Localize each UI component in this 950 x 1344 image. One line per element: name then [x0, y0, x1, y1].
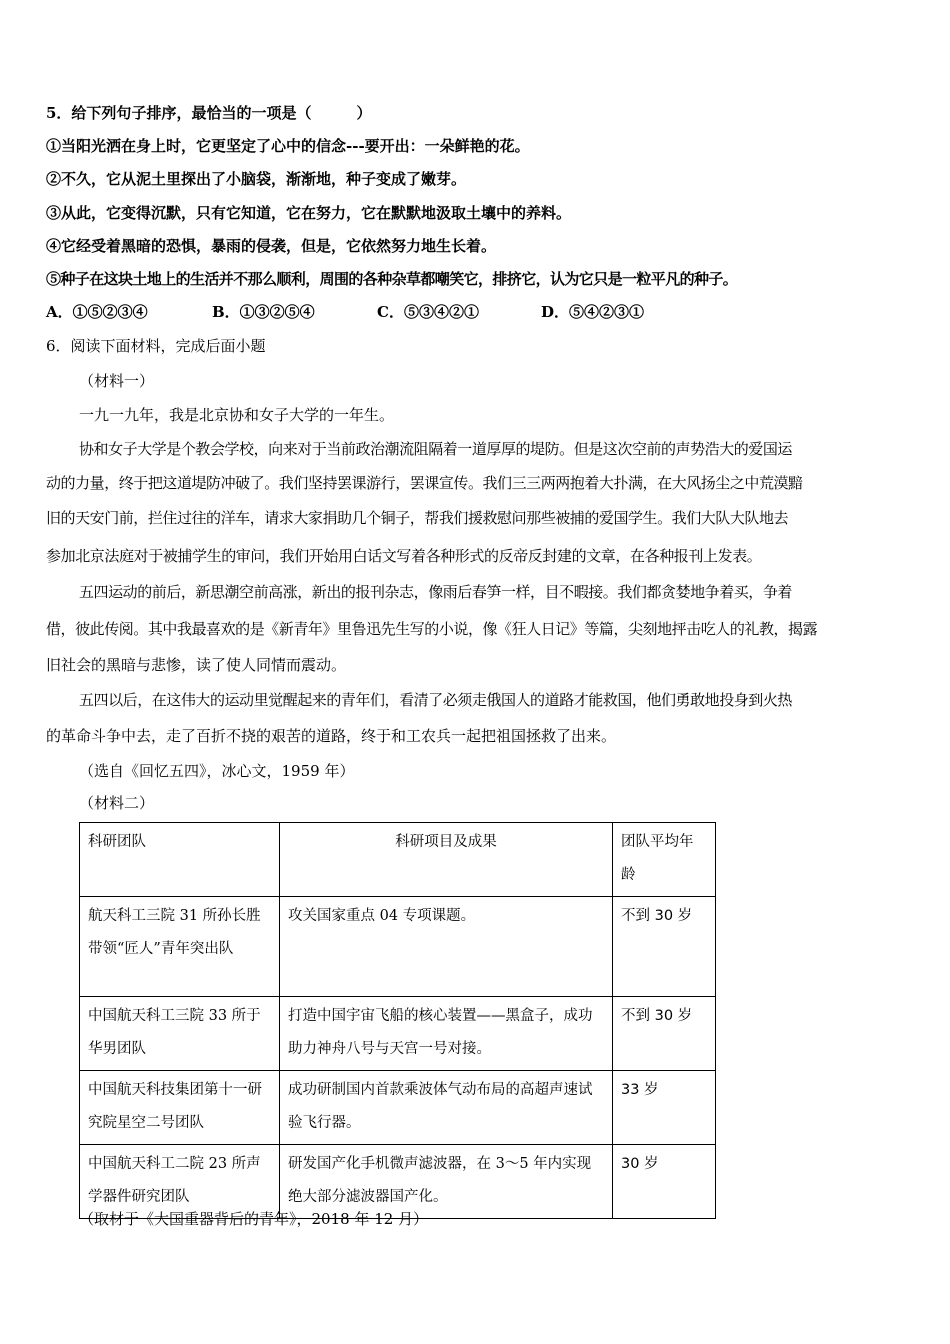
material1-line: 旧的天安门前，拦住过往的洋车，请求大家捐助几个铜子，帮我们援救慰问那些被捕的爱国学生。我们大队大队地去 [46, 509, 789, 527]
table-cell-project: 攻关国家重点 04 专项课题。 [280, 897, 613, 997]
material1-line: 参加北京法庭对于被捕学生的审问，我们开始用白话文写着各种形式的反帝反封建的文章，在各种报刊上发表。 [46, 547, 762, 565]
table-cell-project: 研发国产化手机微声滤波器，在 3～5 年内实现绝大部分滤波器国产化。 [280, 1145, 613, 1219]
table-cell-team: 中国航天科工三院 33 所于华男团队 [80, 997, 280, 1071]
table-header-cell: 团队平均年龄 [613, 823, 716, 897]
q5-option-a[interactable]: A．①⑤②③④ [46, 303, 148, 321]
material1-line: 动的力量，终于把这道堤防冲破了。我们坚持罢课游行，罢课宣传。我们三三两两抱着大扑满，在大风扬尘之中荒漠黯 [46, 474, 803, 492]
q5-stem: 5．给下列句子排序，最恰当的一项是（ ） [46, 104, 372, 122]
table-row [80, 997, 716, 1071]
table-cell-age: 不到 30 岁 [613, 997, 716, 1071]
material1-line: 五四运动的前后，新思潮空前高涨，新出的报刊杂志，像雨后春笋一样，目不暇接。我们都贪婪地争着买，争着 [79, 583, 792, 601]
table-cell-age: 33 岁 [613, 1071, 716, 1145]
q6-stem: 6．阅读下面材料，完成后面小题 [46, 337, 266, 355]
q5-sentence-2: ②不久，它从泥土里探出了小脑袋，渐渐地，种子变成了嫩芽。 [46, 170, 467, 188]
q5-option-c[interactable]: C．⑤③④②① [377, 303, 479, 321]
q5-sentence-3: ③从此，它变得沉默，只有它知道，它在努力，它在默默地汲取土壤中的养料。 [46, 204, 572, 222]
table-row [80, 897, 716, 997]
q5-sentence-5: ⑤种子在这块土地上的生活并不那么顺利，周围的各种杂草都嘲笑它，排挤它，认为它只是一粒平凡的种子。 [46, 270, 738, 288]
table-cell-age: 30 岁 [613, 1145, 716, 1219]
table-row [80, 1145, 716, 1219]
q5-option-b[interactable]: B．①③②⑤④ [212, 303, 315, 321]
table-cell-age: 不到 30 岁 [613, 897, 716, 997]
material1-line: 的革命斗争中去，走了百折不挠的艰苦的道路，终于和工农兵一起把祖国拯救了出来。 [46, 727, 617, 745]
research-teams-table [79, 822, 716, 1219]
q5-option-d[interactable]: D．⑤④②③① [541, 303, 645, 321]
material1-line: 借，彼此传阅。其中我最喜欢的是《新青年》里鲁迅先生写的小说，像《狂人日记》等篇，尖刻地抨击吃人的礼教，揭露 [46, 620, 818, 638]
material1-line: 协和女子大学是个教会学校，向来对于当前政治潮流阻隔着一道厚厚的堤防。但是这次空前的声势浩大的爱国运 [79, 440, 792, 458]
table-cell-team: 中国航天科技集团第十一研究院星空二号团队 [80, 1071, 280, 1145]
table-header-cell: 科研项目及成果 [280, 823, 613, 897]
q5-sentence-4: ④它经受着黑暗的恐惧，暴雨的侵袭，但是，它依然努力地生长着。 [46, 237, 497, 255]
table-cell-team: 中国航天科工二院 23 所声学器件研究团队 [80, 1145, 280, 1219]
table-cell-project: 成功研制国内首款乘波体气动布局的高超声速试验飞行器。 [280, 1071, 613, 1145]
material1-line: 一九一九年，我是北京协和女子大学的一年生。 [79, 406, 395, 424]
table-header-row [80, 823, 716, 897]
table-cell-project: 打造中国宇宙飞船的核心装置——黑盒子，成功助力神舟八号与天宫一号对接。 [280, 997, 613, 1071]
table-cell-team: 航天科工三院 31 所孙长胜带领“匠人”青年突出队 [80, 897, 280, 997]
material1-line: 五四以后，在这伟大的运动里觉醒起来的青年们，看清了必须走俄国人的道路才能救国，他们勇敢地投身到火热 [79, 691, 792, 709]
material2-label: （材料二） [79, 794, 155, 812]
material1-line: 旧社会的黑暗与悲惨，读了使人同情而震动。 [46, 656, 347, 674]
table-row [80, 1071, 716, 1145]
table-header-cell: 科研团队 [80, 823, 280, 897]
material1-source: （选自《回忆五四》，冰心文，1959 年） [79, 762, 355, 780]
material1-label: （材料一） [79, 372, 155, 390]
q5-sentence-1: ①当阳光洒在身上时，它更坚定了心中的信念---要开出：一朵鲜艳的花。 [46, 137, 530, 155]
material2-source: （取材于《大国重器背后的青年》，2018 年 12 月） [79, 1210, 429, 1228]
